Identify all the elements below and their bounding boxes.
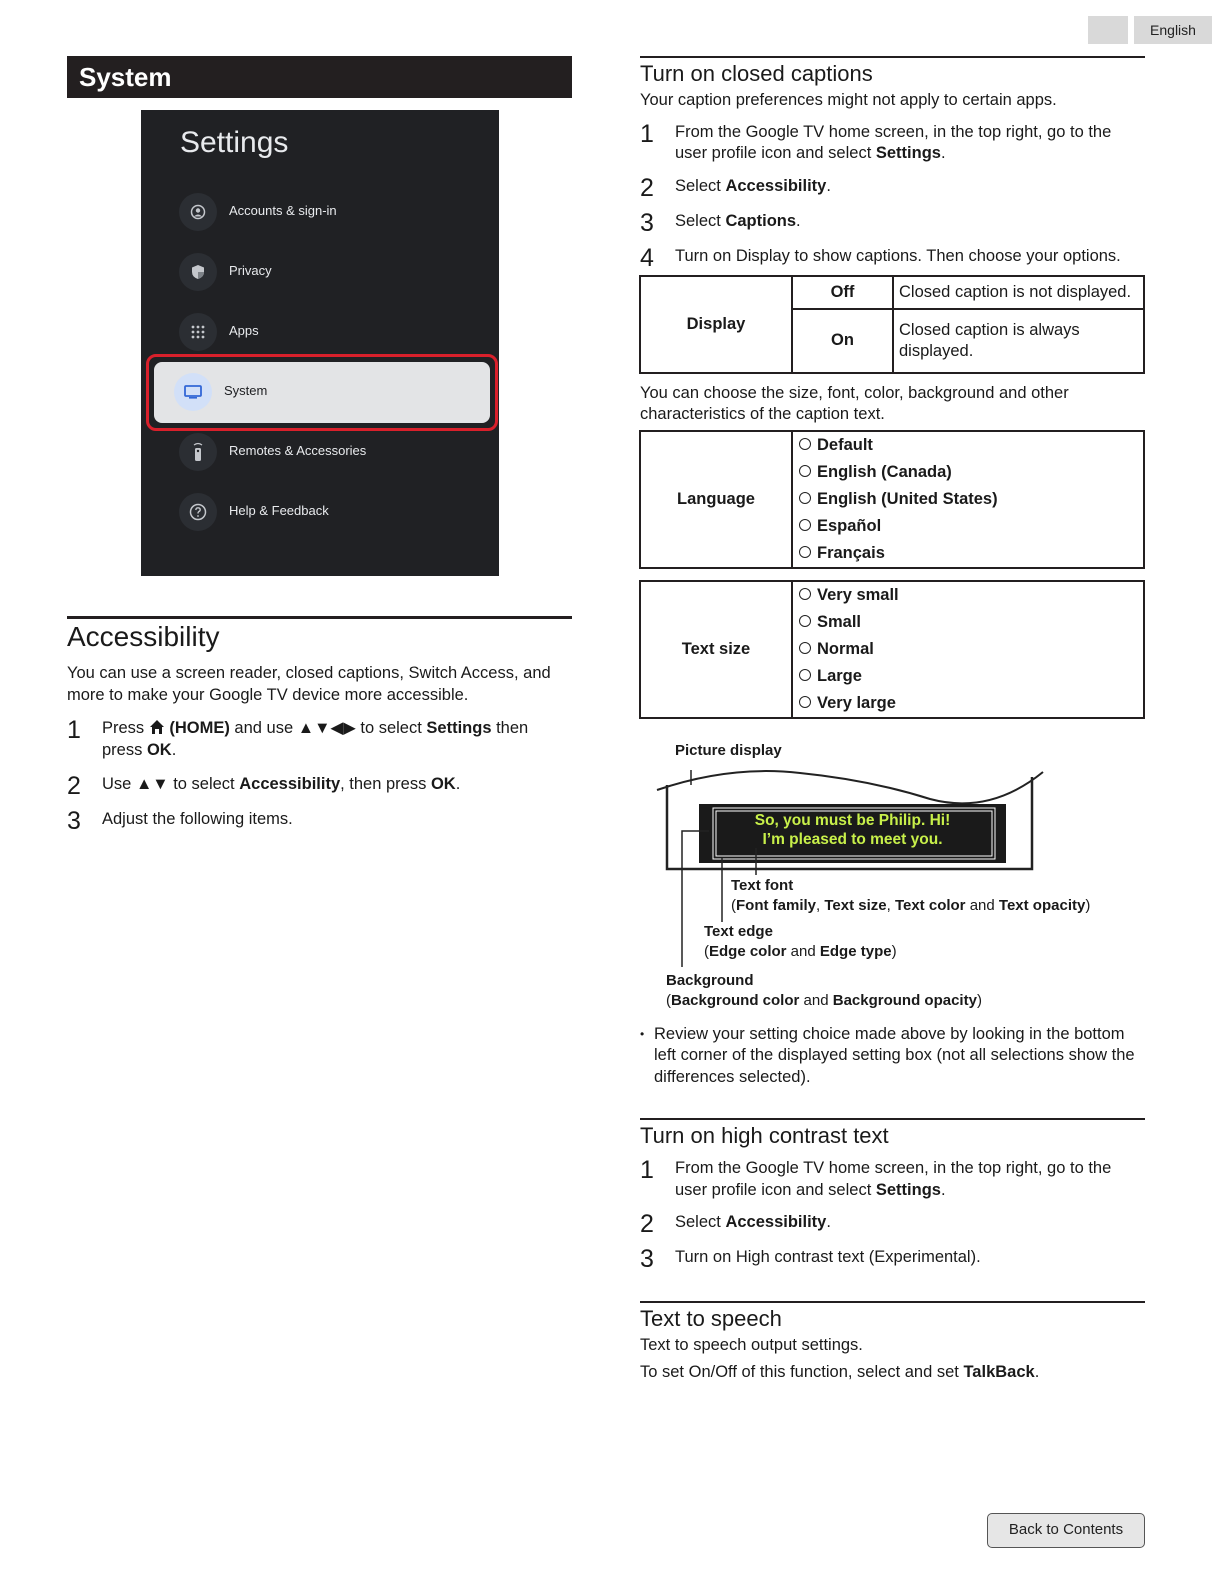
- step-number: 2: [67, 772, 81, 800]
- settings-item-remotes-accessories[interactable]: [179, 432, 479, 472]
- heading-text-to-speech: Text to speech: [640, 1306, 782, 1331]
- shield-icon: [179, 253, 217, 291]
- settings-item-label: Accounts & sign-in: [229, 203, 337, 218]
- text-segment: and: [799, 991, 833, 1009]
- settings-item-system[interactable]: [174, 372, 474, 412]
- radio-option: Large: [793, 663, 1143, 690]
- text-segment: Background opacity: [832, 991, 977, 1009]
- step-text: [675, 1158, 1145, 1201]
- text-segment: (: [704, 942, 709, 960]
- text-size-options: [792, 581, 1144, 718]
- text-segment: (: [731, 896, 736, 914]
- text-segment: Accessibility: [725, 1213, 827, 1231]
- step-text: [675, 1247, 981, 1271]
- language-options: [792, 431, 1144, 568]
- text-segment: Select: [675, 211, 726, 230]
- text-segment: Text opacity: [998, 896, 1086, 914]
- text-segment: and: [965, 896, 999, 914]
- tv-icon: [174, 373, 212, 411]
- caption-line-1: So, you must be Philip. Hi!: [754, 811, 951, 829]
- settings-item-apps[interactable]: [179, 312, 479, 352]
- heading-closed-captions: Turn on closed captions: [640, 61, 873, 86]
- text-segment: Select: [675, 1213, 726, 1231]
- remote-icon: [179, 433, 217, 471]
- text-segment: Settings: [875, 1180, 941, 1199]
- text-segment: Font family: [736, 896, 817, 914]
- text-segment: Text size: [824, 896, 887, 914]
- radio-option: English (United States): [793, 486, 1143, 513]
- picture-display-label: Picture display: [675, 741, 782, 759]
- display-on: On: [792, 309, 893, 373]
- text-segment: Adjust the following items.: [102, 810, 293, 828]
- text-segment: ,: [816, 896, 825, 914]
- text-segment: to select: [168, 775, 240, 793]
- accessibility-section: [67, 616, 572, 833]
- step-number: 1: [640, 1156, 654, 1184]
- step-number: 1: [640, 119, 654, 148]
- text-segment: OK: [430, 775, 456, 793]
- background-desc: [666, 991, 982, 1011]
- radio-option: Français: [793, 540, 1143, 567]
- text-segment: .: [455, 775, 461, 793]
- radio-option: Small: [793, 609, 1143, 636]
- text-segment: Accessibility: [725, 176, 827, 195]
- settings-item-label: Remotes & Accessories: [229, 443, 367, 458]
- text-segment: Background color: [671, 991, 800, 1009]
- radio-option: Default: [793, 432, 1143, 459]
- step-text: [675, 176, 831, 200]
- text-segment: ): [976, 991, 982, 1009]
- tts-line1: Text to speech output settings.: [640, 1336, 863, 1354]
- text-segment: Turn on High contrast text (Experimental).: [675, 1248, 981, 1266]
- text-segment: .: [940, 144, 946, 162]
- text-edge-label: Text edge: [704, 922, 773, 940]
- choose-text: You can choose the size, font, color, background and other characteristics of the caption text.: [640, 383, 1069, 423]
- step-item: [67, 718, 572, 761]
- radio-option: Normal: [793, 636, 1143, 663]
- text-segment: then press: [102, 719, 529, 759]
- accessibility-steps: [67, 718, 572, 833]
- text-font-label: Text font: [731, 876, 794, 894]
- step-item: [640, 1158, 1145, 1201]
- text-segment: .: [826, 176, 831, 195]
- text-segment: From the Google TV home screen, in the top right, go to the user profile icon and select: [675, 1159, 1112, 1199]
- text-segment: .: [171, 740, 177, 759]
- step-item: [640, 208, 1145, 237]
- text-segment: Text color: [894, 896, 966, 914]
- step-text: [102, 718, 572, 761]
- display-off: Off: [792, 276, 893, 309]
- step-text: [675, 211, 801, 235]
- display-label: Display: [640, 276, 792, 373]
- text-segment: OK: [146, 740, 172, 759]
- accessibility-intro: You can use a screen reader, closed captions, Switch Access, and more to make your Google TV device more accessible.: [67, 664, 551, 704]
- text-segment: .: [826, 1213, 831, 1231]
- step-item: [640, 1247, 1145, 1271]
- text-edge-desc: [704, 942, 897, 962]
- text-segment: .: [796, 211, 801, 230]
- settings-item-privacy[interactable]: [179, 252, 479, 292]
- step-number: 2: [640, 173, 654, 202]
- text-segment: ▲▼: [135, 775, 169, 793]
- home-icon: [149, 719, 165, 737]
- text-segment: Settings: [875, 144, 941, 162]
- captions-steps: [640, 119, 1145, 272]
- caption-sample: [699, 811, 1006, 849]
- text-segment: ,: [886, 896, 895, 914]
- step-item: [640, 1212, 1145, 1236]
- bullet: •: [640, 1026, 645, 1041]
- text-segment: ): [1085, 896, 1091, 914]
- review-note-text: Review your setting choice made above by looking in the bottom left corner of the displayed setting box (not all selections show the differences selected).: [654, 1024, 1135, 1086]
- text-segment: Edge color: [709, 942, 787, 960]
- step-number: 2: [640, 1210, 654, 1238]
- step-number: 3: [67, 807, 81, 835]
- help-icon: [179, 493, 217, 531]
- background-callout: [666, 971, 982, 1011]
- text-segment: and: [786, 942, 820, 960]
- step-text: [675, 1212, 831, 1236]
- step-text: [675, 122, 1145, 165]
- text-segment: Use: [102, 775, 136, 793]
- step-number: 3: [640, 1245, 654, 1273]
- step-text: [102, 774, 460, 798]
- text-segment: From the Google TV home screen, in the top right, go to the user profile icon and select: [675, 122, 1112, 162]
- section-title-system: System: [67, 56, 572, 98]
- step-item: [67, 809, 572, 833]
- text-segment: Settings: [426, 719, 492, 737]
- settings-item-label: Privacy: [229, 263, 272, 278]
- display-table: [639, 275, 1145, 374]
- text-segment: and use: [229, 719, 298, 737]
- settings-item-label: System: [224, 383, 268, 398]
- text-font-callout: [731, 876, 1090, 916]
- caption-line-2: I’m pleased to meet you.: [762, 830, 943, 848]
- heading-high-contrast: Turn on high contrast text: [640, 1123, 889, 1148]
- back-to-contents-button[interactable]: Back to Contents: [987, 1513, 1145, 1548]
- language-table: [639, 430, 1145, 569]
- step-number: 4: [640, 243, 654, 272]
- text-segment: To set On/Off of this function, select and set: [640, 1362, 964, 1381]
- caption-diagram: [640, 735, 1140, 1020]
- captions-column: [640, 56, 1145, 1383]
- settings-item-help-feedback[interactable]: [179, 492, 479, 532]
- language-tab-english[interactable]: English: [1134, 16, 1212, 44]
- step-item: [640, 173, 1145, 202]
- radio-option: Very small: [793, 582, 1143, 609]
- settings-screenshot: [141, 110, 499, 576]
- step-item: [640, 119, 1145, 165]
- text-segment: Turn on Display to show captions. Then choose your options.: [675, 246, 1121, 265]
- text-segment: Select: [675, 176, 726, 195]
- apps-grid-icon: [179, 313, 217, 351]
- captions-intro: Your caption preferences might not apply to certain apps.: [640, 91, 1057, 109]
- settings-item-label: Apps: [229, 323, 259, 338]
- text-segment: .: [1034, 1362, 1040, 1381]
- tts-line2: [640, 1362, 1145, 1384]
- settings-item-label: Help & Feedback: [229, 503, 329, 518]
- language-label: Language: [640, 431, 792, 568]
- text-segment: ): [891, 942, 897, 960]
- background-label: Background: [666, 971, 754, 989]
- step-item: [640, 243, 1145, 272]
- text-segment: , then press: [340, 775, 431, 793]
- radio-option: English (Canada): [793, 459, 1143, 486]
- review-note: [640, 1024, 1140, 1089]
- text-segment: (: [666, 991, 671, 1009]
- text-edge-callout: [704, 922, 897, 962]
- step-number: 3: [640, 208, 654, 237]
- account-circle-icon: [179, 193, 217, 231]
- text-segment: Captions: [725, 211, 797, 230]
- radio-option: Very large: [793, 690, 1143, 717]
- settings-item-accounts-sign-in[interactable]: [179, 192, 479, 232]
- blank-tab[interactable]: [1088, 16, 1128, 44]
- text-font-desc: [731, 896, 1090, 916]
- text-segment: Accessibility: [239, 775, 341, 793]
- display-off-desc: Closed caption is not displayed.: [893, 276, 1144, 309]
- settings-title: Settings: [180, 126, 289, 159]
- text-segment: Edge type: [819, 942, 892, 960]
- text-size-table: [639, 580, 1145, 719]
- radio-option: Español: [793, 513, 1143, 540]
- step-text: [102, 809, 293, 833]
- text-segment: ▲▼◀▶: [297, 719, 356, 737]
- text-segment: to select: [355, 719, 427, 737]
- text-size-label: Text size: [640, 581, 792, 718]
- text-segment: (HOME): [164, 719, 230, 737]
- text-segment: Press: [102, 719, 149, 737]
- step-text: [675, 246, 1121, 270]
- display-on-desc: Closed caption is always displayed.: [893, 309, 1144, 373]
- step-number: 1: [67, 716, 81, 744]
- step-item: [67, 774, 572, 798]
- contrast-steps: [640, 1158, 1145, 1271]
- heading-accessibility: Accessibility: [67, 621, 220, 652]
- text-segment: TalkBack: [963, 1362, 1035, 1381]
- text-segment: .: [940, 1180, 946, 1199]
